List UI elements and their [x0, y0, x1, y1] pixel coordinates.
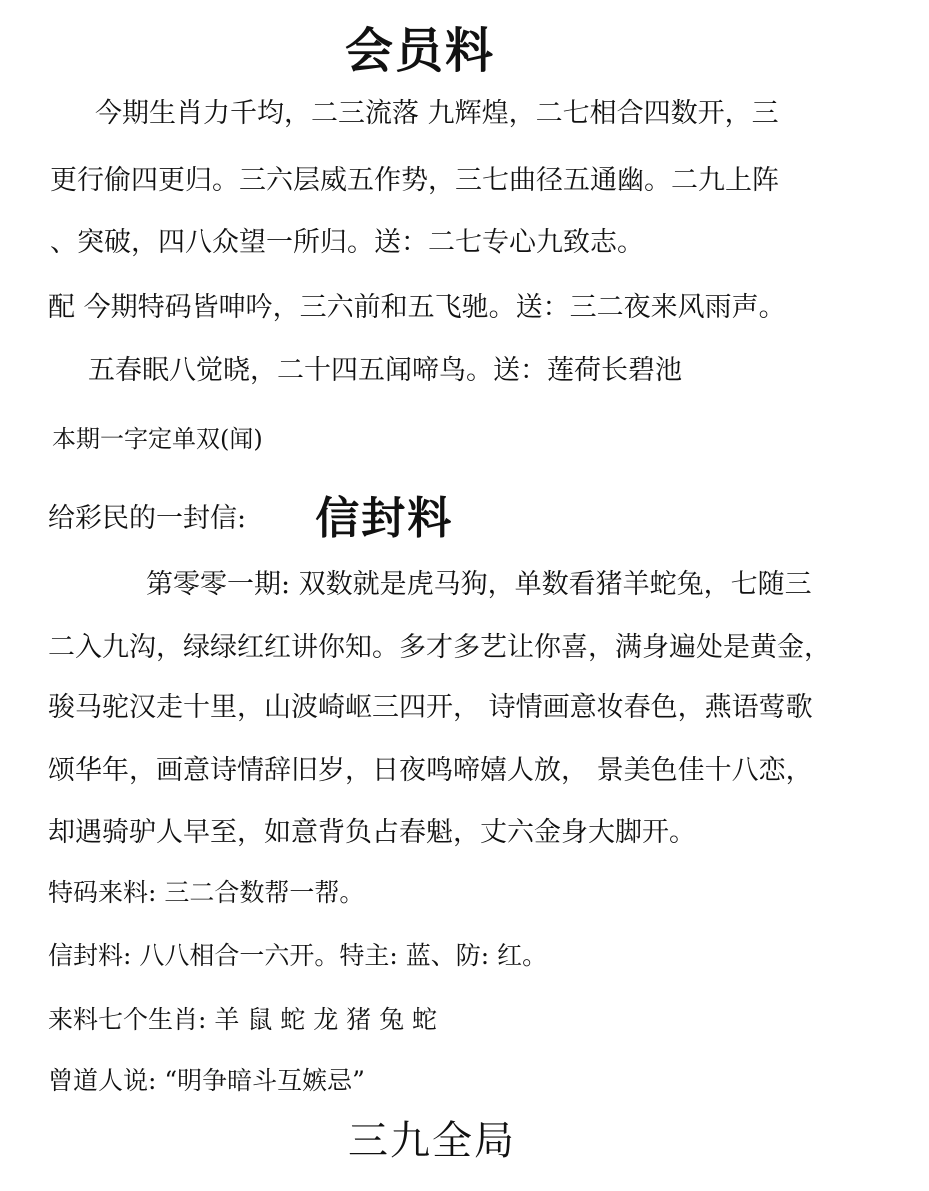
- member-line-1: 今期生肖力千均，二三流落 九辉煌，二七相合四数开，三: [95, 98, 779, 129]
- letter-line-1: 第零零一期: 双数就是虎马狗，单数看猪羊蛇兔，七随三: [146, 569, 812, 600]
- envelope-line: 信封料: 八八相合一六开。特主: 蓝、防: 红。: [48, 941, 548, 970]
- member-title: 会员料: [345, 23, 496, 79]
- letter-heading-row: [48, 495, 453, 543]
- saying-line: 曾道人说: “明争暗斗互嫉忌”: [48, 1066, 365, 1095]
- zodiac-line: 来料七个生肖: 羊 鼠 蛇 龙 猪 兔 蛇: [48, 1005, 438, 1034]
- letter-line-5: 却遇骑驴人早至，如意背负占春魁，丈六金身大脚开。: [48, 817, 696, 848]
- letter-intro: 给彩民的一封信:: [48, 503, 247, 534]
- member-line-4: 配 今期特码皆呻吟，三六前和五飞驰。送：三二夜来风雨声。: [48, 292, 786, 323]
- letter-line-2: 二入九沟，绿绿红红讲你知。多才多艺让你喜，满身遍处是黄金，: [48, 632, 831, 663]
- member-line-5: 五春眠八觉晓，二十四五闻啼鸟。送：莲荷长碧池: [88, 355, 682, 386]
- member-line-2: 更行偷四更归。三六层威五作势，三七曲径五通幽。二九上阵: [50, 165, 779, 196]
- letter-line-4: 颂华年，画意诗情辞旧岁，日夜鸣啼嬉人放， 景美色佳十八恋，: [48, 755, 813, 786]
- member-line-6: 本期一字定单双(闻): [52, 425, 263, 453]
- footer-title: 三九全局: [348, 1118, 516, 1164]
- letter-line-3: 骏马驼汉走十里，山波崎岖三四开， 诗情画意妆春色，燕语莺歌: [48, 692, 813, 723]
- letter-title: 信封料: [315, 493, 454, 544]
- special-code-line: 特码来料: 三二合数帮一帮。: [48, 878, 365, 907]
- member-line-3: 、突破，四八众望一所归。送：二七专心九致志。: [50, 227, 644, 258]
